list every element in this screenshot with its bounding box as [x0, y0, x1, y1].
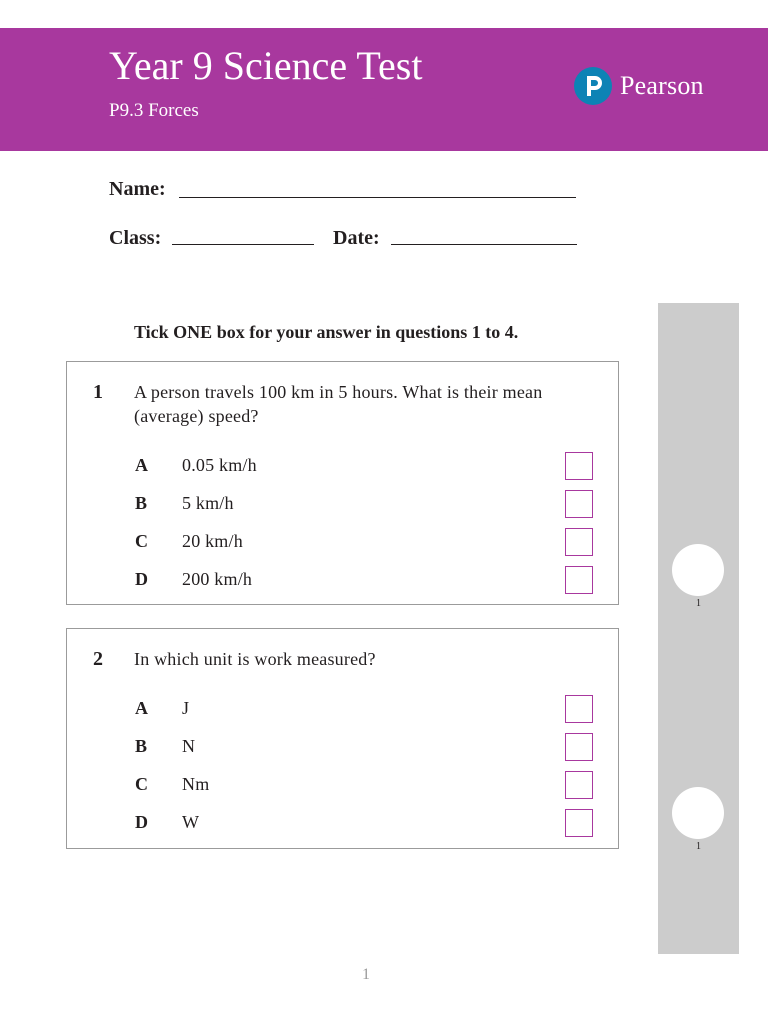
answer-checkbox[interactable]: [565, 771, 593, 799]
option-letter: A: [135, 698, 148, 718]
option-letter: C: [135, 774, 148, 794]
option-b: [67, 490, 620, 520]
date-field[interactable]: [391, 244, 577, 245]
option-letter: D: [135, 812, 148, 832]
question-text: In which unit is work measured?: [134, 649, 376, 669]
class-label: Class:: [109, 227, 162, 249]
mark-circle-q1: [672, 544, 724, 596]
option-text: 200 km/h: [182, 569, 253, 589]
pearson-wordmark: Pearson: [620, 71, 704, 100]
option-letter: B: [135, 493, 148, 513]
question-2: [66, 628, 619, 849]
option-letter: A: [135, 455, 148, 475]
option-a: [67, 695, 620, 725]
option-c: [67, 771, 620, 801]
header-banner: [0, 28, 768, 151]
marks-available-q2: 1: [696, 841, 701, 852]
option-b: [67, 733, 620, 763]
option-a: [67, 452, 620, 482]
answer-checkbox[interactable]: [565, 566, 593, 594]
question-1: [66, 361, 619, 605]
instruction-text: Tick ONE box for your answer in questions 1 to 4.: [134, 322, 519, 342]
answer-checkbox[interactable]: [565, 695, 593, 723]
marks-available-q1: 1: [696, 598, 701, 609]
page-title: Year 9 Science Test: [109, 43, 423, 88]
option-d: [67, 809, 620, 839]
answer-checkbox[interactable]: [565, 809, 593, 837]
answer-checkbox[interactable]: [565, 528, 593, 556]
class-field[interactable]: [172, 244, 314, 245]
pearson-logo: [574, 66, 704, 106]
option-text: J: [182, 698, 190, 718]
option-letter: B: [135, 736, 148, 756]
question-text: A person travels 100 km in 5 hours. What is their mean (average) speed?: [134, 382, 543, 426]
option-d: [67, 566, 620, 596]
option-letter: C: [135, 531, 148, 551]
page-number: 1: [362, 966, 370, 983]
answer-checkbox[interactable]: [565, 452, 593, 480]
answer-checkbox[interactable]: [565, 490, 593, 518]
question-number: 2: [93, 648, 103, 670]
question-number: 1: [93, 381, 103, 403]
marks-margin: [658, 303, 739, 954]
answer-checkbox[interactable]: [565, 733, 593, 761]
option-text: W: [182, 812, 200, 832]
option-text: Nm: [182, 774, 210, 794]
pearson-p-icon: [574, 67, 612, 105]
date-label: Date:: [333, 227, 380, 249]
mark-circle-q2: [672, 787, 724, 839]
page-subtitle: P9.3 Forces: [109, 100, 199, 121]
option-text: 0.05 km/h: [182, 455, 257, 475]
option-text: 5 km/h: [182, 493, 234, 513]
option-letter: D: [135, 569, 148, 589]
name-label: Name:: [109, 178, 166, 200]
option-c: [67, 528, 620, 558]
name-field[interactable]: [179, 197, 576, 198]
option-text: N: [182, 736, 196, 756]
option-text: 20 km/h: [182, 531, 243, 551]
